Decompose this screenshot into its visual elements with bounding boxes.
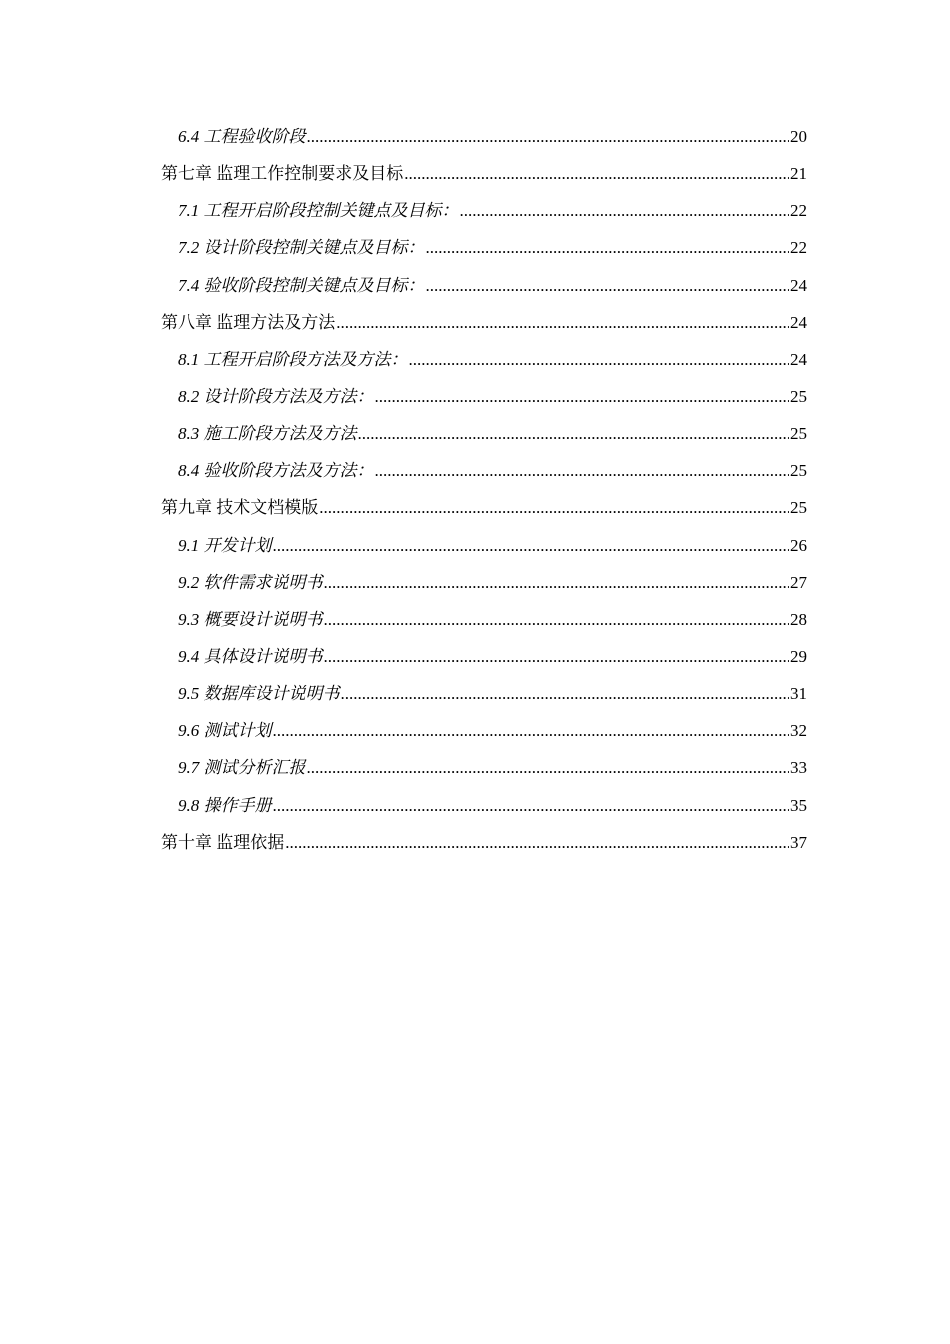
toc-entry[interactable] [161,675,807,712]
toc-entry-title: 8.1 工程开启阶段方法及方法： [178,349,408,369]
toc-page-number: 22 [790,238,807,258]
toc-entry-title: 9.6 测试计划 [178,721,272,741]
toc-dot-leader [324,564,790,601]
toc-page-number: 22 [790,201,807,221]
toc-entry-title: 6.4 工程验收阶段 [178,127,306,146]
toc-page-number: 25 [790,461,807,481]
toc-page-number: 26 [790,535,807,555]
toc-dot-leader [324,638,790,675]
toc-page-number: 25 [790,424,807,444]
toc-entry[interactable] [161,378,807,415]
toc-entry-title: 第七章 监理工作控制要求及目标 [161,164,404,184]
toc-dot-leader [375,452,790,489]
toc-dot-leader [307,749,790,786]
toc-entry-title: 9.1 开发计划 [178,535,272,555]
toc-chapter-entry[interactable] [161,824,807,861]
toc-entry[interactable] [161,341,807,378]
toc-entry[interactable] [161,118,807,155]
toc-dot-leader [460,192,790,229]
toc-entry[interactable] [161,638,807,675]
toc-entry-title: 7.4 验收阶段控制关键点及目标： [178,275,425,295]
toc-page-number: 32 [790,721,807,741]
toc-page-number: 29 [790,646,807,666]
toc-dot-leader [341,675,790,712]
toc-page-number: 24 [790,275,807,295]
toc-entry-title: 9.5 数据库设计说明书 [178,684,340,704]
toc-entry-title: 第八章 监理方法及方法 [161,312,336,332]
toc-entry-title: 9.7 测试分析汇报 [178,758,306,778]
toc-page-number: 35 [790,795,807,815]
toc-entry-title: 9.4 具体设计说明书 [178,646,323,666]
toc-dot-leader [273,787,790,824]
toc-dot-leader [336,304,789,341]
table-of-contents [161,118,807,861]
toc-dot-leader [324,601,790,638]
toc-page-number: 24 [790,312,807,332]
toc-dot-leader [273,712,790,749]
toc-entry-title: 第九章 技术文档模版 [161,498,319,518]
toc-entry-title: 7.2 设计阶段控制关键点及目标： [178,238,425,258]
toc-page-number: 21 [790,164,807,184]
toc-entry-title: 9.8 操作手册 [178,795,272,815]
toc-page-number: 25 [790,386,807,406]
toc-entry[interactable] [161,712,807,749]
toc-page-number: 33 [790,758,807,778]
toc-dot-leader [409,341,790,378]
toc-page-number: 31 [790,684,807,704]
toc-dot-leader [319,489,789,526]
toc-entry[interactable] [161,749,807,786]
toc-entry[interactable] [161,601,807,638]
toc-dot-leader [307,118,790,155]
toc-entry[interactable] [161,564,807,601]
toc-entry-title: 8.4 验收阶段方法及方法： [178,461,374,481]
toc-page-number: 20 [790,127,807,146]
toc-entry[interactable] [161,452,807,489]
toc-page-number: 25 [790,498,807,518]
toc-chapter-entry[interactable] [161,155,807,192]
toc-dot-leader [426,267,790,304]
toc-entry[interactable] [161,527,807,564]
toc-dot-leader [426,229,790,266]
toc-dot-leader [375,378,790,415]
toc-entry-title: 8.2 设计阶段方法及方法： [178,386,374,406]
toc-page-number: 24 [790,349,807,369]
toc-entry-title: 9.2 软件需求说明书 [178,572,323,592]
toc-dot-leader [358,415,790,452]
toc-entry[interactable] [161,415,807,452]
toc-dot-leader [273,527,790,564]
toc-entry-title: 第十章 监理依据 [161,832,285,852]
toc-entry-title: 7.1 工程开启阶段控制关键点及目标： [178,201,459,221]
toc-entry-title: 9.3 概要设计说明书 [178,609,323,629]
toc-entry[interactable] [161,787,807,824]
toc-chapter-entry[interactable] [161,304,807,341]
toc-page-number: 27 [790,572,807,592]
toc-page-number: 37 [790,832,807,852]
toc-page-number: 28 [790,609,807,629]
toc-entry[interactable] [161,192,807,229]
toc-entry[interactable] [161,229,807,266]
toc-entry-title: 8.3 施工阶段方法及方法 [178,424,357,444]
toc-entry[interactable] [161,267,807,304]
toc-chapter-entry[interactable] [161,489,807,526]
toc-dot-leader [404,155,789,192]
toc-dot-leader [285,824,789,861]
